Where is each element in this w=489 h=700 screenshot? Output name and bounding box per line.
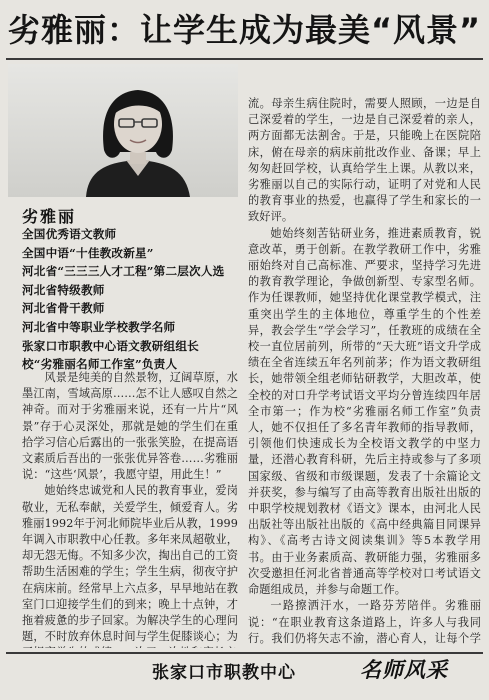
article-paragraph: 她始终忠诚党和人民的教育事业，爱岗敬业，无私奉献，关爱学生，倾爱育人。劣雅丽1992年于河北师院毕业后从教，1999年调入市职教中心任教。多年来凤超敬业，却无怨无悔。不知多少次，掏出自己的工资帮助生活困难的学生；学生生病，彻夜守护在病床前。经常早上六点多，早早地站在教室门口迎接学生们的到来；晚上十点钟，才拖着疲惫的步子回家。为解决学生的心理问题，不时放弃休息时间与学生促膝谈心；为: [22, 484, 238, 644]
honor-title-item: 全国优秀语文教师: [22, 227, 117, 241]
honor-title-item: 张家口市职教中心语文教研组组长: [22, 338, 199, 353]
article-paragraph: 一路擦洒汗水，一路芬芳陪伴。劣雅丽说：“在职业教育这条道路上，许多人与我同行。我们仍将矢志不渝，潜心育人，让每个学: [248, 599, 481, 645]
article-paragraph: 她始终刻苦钻研业务，推进素质教育，锐意改革，勇于创新。在教学教研工作中，劣雅丽始终对自己高标准、严要求，坚持学习先进的教育教学理论，争做创新型、专家型名师。作为任课教师，她坚持优化课堂教学模式，注重突出学生的主体地位，尊重学生的个性差异，教会学生“学会学习”，任教班的成绩在全校一直位居前列，所带的“天大班”语文升学成绩在全省连续五年名列前茅；作为语文教研组长，她带领全组老师钻研教学，大胆改革，使全校的对口升学考试语文平均分曾连续四年居全市第一；作为校“劣雅丽名师工作室”负责人，她不仅担任了多名青年教师的指导教师，引领他们快速成长为全校语文教学的中坚力量，还潜心教育科研，先后主持或参与了多项国家级、省级和市级课题，发表了十余篇论文并获奖，参与编写了由高等教育出版社出版的中职学校规划教材《语文》课本，由河北人民出版社等出版社出版的《高中经典篇目同课异构》、《高考古诗文阅读集训》等5本教学用书。由于业务素质高、教研能力强，劣雅丽多次受邀担任河北省普通高等学校对口考试语文命题组成员，并参与命题工作。: [248, 226, 481, 597]
headline-divider: [6, 58, 483, 60]
portrait-photo: [8, 64, 238, 197]
teacher-name: 劣雅丽: [22, 207, 77, 226]
footer-organization: 张家口市职教中心: [152, 663, 296, 683]
headline: 劣雅丽：让学生成为最美“风景”: [7, 11, 482, 49]
honor-title-item: 河北省骨干教师: [22, 301, 105, 316]
article-paragraph: 流。母亲生病住院时，需要人照顾，一边是自己深爱着的学生，一边是自己深爱着的亲人，两方面都无法割舍。于是，只能晚上在医院陪床，俯在母亲的病床前批改作业、备课；早上匆匆赶回学校，认真给学生上课。从教以来，劣雅丽以自己的实际行动，证明了对党和人民的教育事业的热爱，也赢得了学生和家长的一致好评。: [248, 97, 481, 224]
portrait-illustration: [8, 64, 238, 197]
honor-titles-list: [22, 225, 238, 374]
honor-title-item: 河北省特级教师: [22, 282, 105, 297]
honor-title-item: 校“劣雅丽名师工作室”负责人: [22, 357, 178, 372]
honor-title-item: 河北省中等职业学校教学名师: [22, 319, 176, 334]
article-paragraph: 风景是纯美的自然景物，辽阔草原，水墨江南，雪域高原……怎不让人感叹自然之神奇。而对于劣雅丽来说，还有一片片“风景”存于心灵深处，那就是她的学生们在重拾学习信心后露出的一张张笑脸，在提高语文素质后吾出的一张张优异答卷……劣雅丽说：“这些‘风景’，我愿守望，用此生！”: [22, 371, 238, 482]
article-column-left: [22, 370, 238, 648]
honor-title-item: 全国中语“十佳教改新星”: [22, 245, 154, 260]
article-column-right: [248, 96, 481, 648]
honor-title-item: 河北省“三三三人才工程”第二层次人选: [22, 264, 225, 279]
footer-column-brand: 名师风采: [360, 658, 448, 682]
